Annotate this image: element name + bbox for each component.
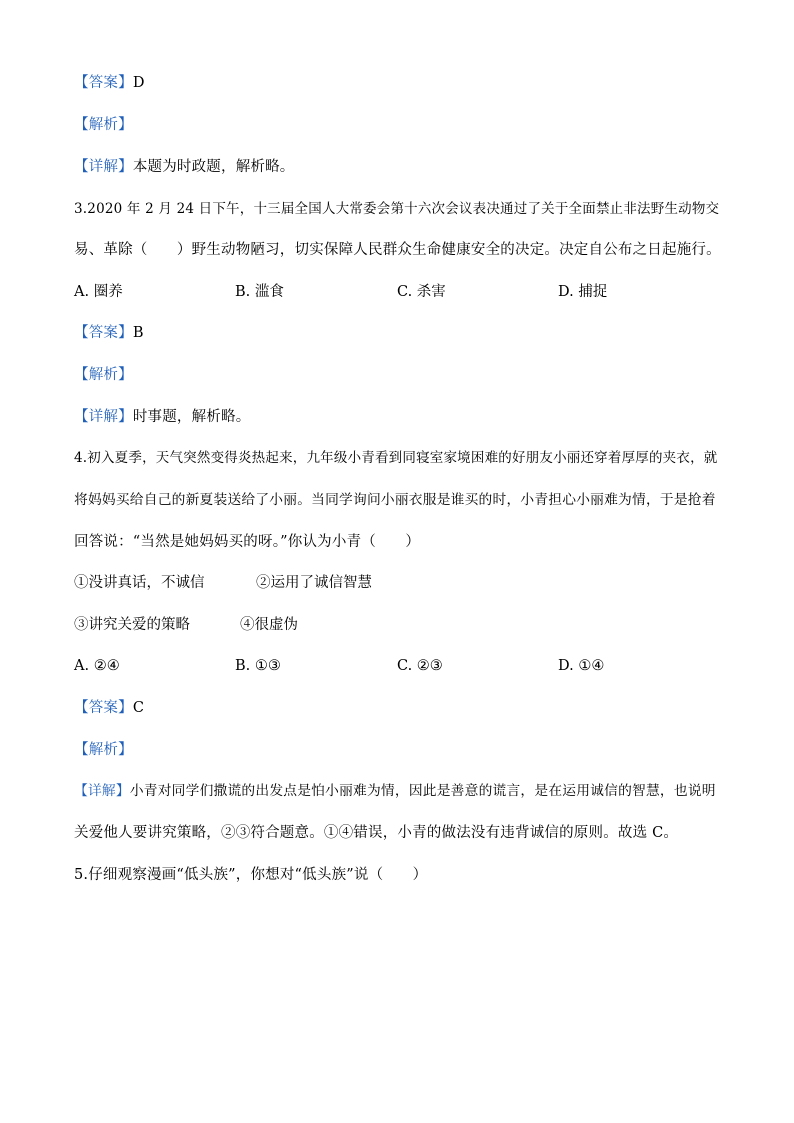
q3-option-a: A. 圈养 [74,284,123,300]
detail-line [74,157,295,177]
q4-statement-2: ②运用了诚信智慧 [256,575,372,591]
answer-tag: 【答案】 [74,700,133,716]
answer-value: B [132,325,144,341]
q4-option-b: B. ①③ [235,658,281,674]
answer-value: D [132,75,145,91]
detail-tag: 【详解】 [74,783,130,799]
detail-text: 小青对同学们撒谎的出发点是怕小丽难为情，因此是善意的谎言，是在运用诚信的智慧，也说明 [129,783,716,799]
analysis-tag: 【解析】 [74,117,133,133]
q3-option-d: D. 捕捉 [558,284,608,300]
question-4-line-1: 4.初入夏季，天气突然变得炎热起来，九年级小青看到同寝室家境困难的好朋友小丽还穿着厚厚的夹衣，就 [74,450,718,466]
q4-answer-line [74,698,144,718]
detail-text: 本题为时政题，解析略。 [132,159,295,175]
q4-option-c: C. ②③ [397,658,443,674]
question-3-line-1: 3.2020 年 2 月 24 日下午，十三届全国人大常委会第十六次会议表决通过了关于全面禁止非法野生动物交 [74,201,720,217]
detail-text: 时事题，解析略。 [132,409,251,425]
q4-statement-1: ①没讲真话，不诚信 [74,575,205,591]
answer-line [74,73,145,93]
answer-tag: 【答案】 [74,75,133,91]
analysis-tag: 【解析】 [74,367,133,383]
q3-detail-line [74,407,250,427]
detail-tag: 【详解】 [74,159,133,175]
question-4-line-2: 将妈妈买给自己的新夏装送给了小丽。当同学询问小丽衣服是谁买的时，小青担心小丽难为情，于是抢着 [74,492,716,508]
answer-tag: 【答案】 [74,325,133,341]
q4-statement-3: ③讲究关爱的策略 [74,617,190,633]
question-5-line-1: 5.仔细观察漫画“低头族”，你想对“低头族”说（ ） [74,867,428,883]
q4-option-a: A. ②④ [74,658,120,674]
answer-value: C [132,700,145,716]
q4-analysis-line [74,740,133,760]
question-4-line-3: 回答说：“当然是她妈妈买的呀。”你认为小青（ ） [74,534,421,550]
q4-statement-4: ④很虚伪 [240,617,298,633]
q4-detail-line-2: 关爱他人要讲究策略，②③符合题意。①④错误，小青的做法没有违背诚信的原则。故选 C。 [74,825,679,841]
q3-analysis-line [74,365,133,385]
q3-answer-line [74,323,144,343]
analysis-tag: 【解析】 [74,742,133,758]
question-3-line-2: 易、革除（ ）野生动物陋习，切实保障人民群众生命健康安全的决定。决定自公布之日起施行。 [74,242,721,258]
q4-detail-line-1 [74,781,716,801]
q4-option-d: D. ①④ [558,658,605,674]
detail-tag: 【详解】 [74,409,133,425]
q3-option-c: C. 杀害 [397,284,446,300]
analysis-line [74,115,133,135]
q3-option-b: B. 滥食 [235,284,284,300]
